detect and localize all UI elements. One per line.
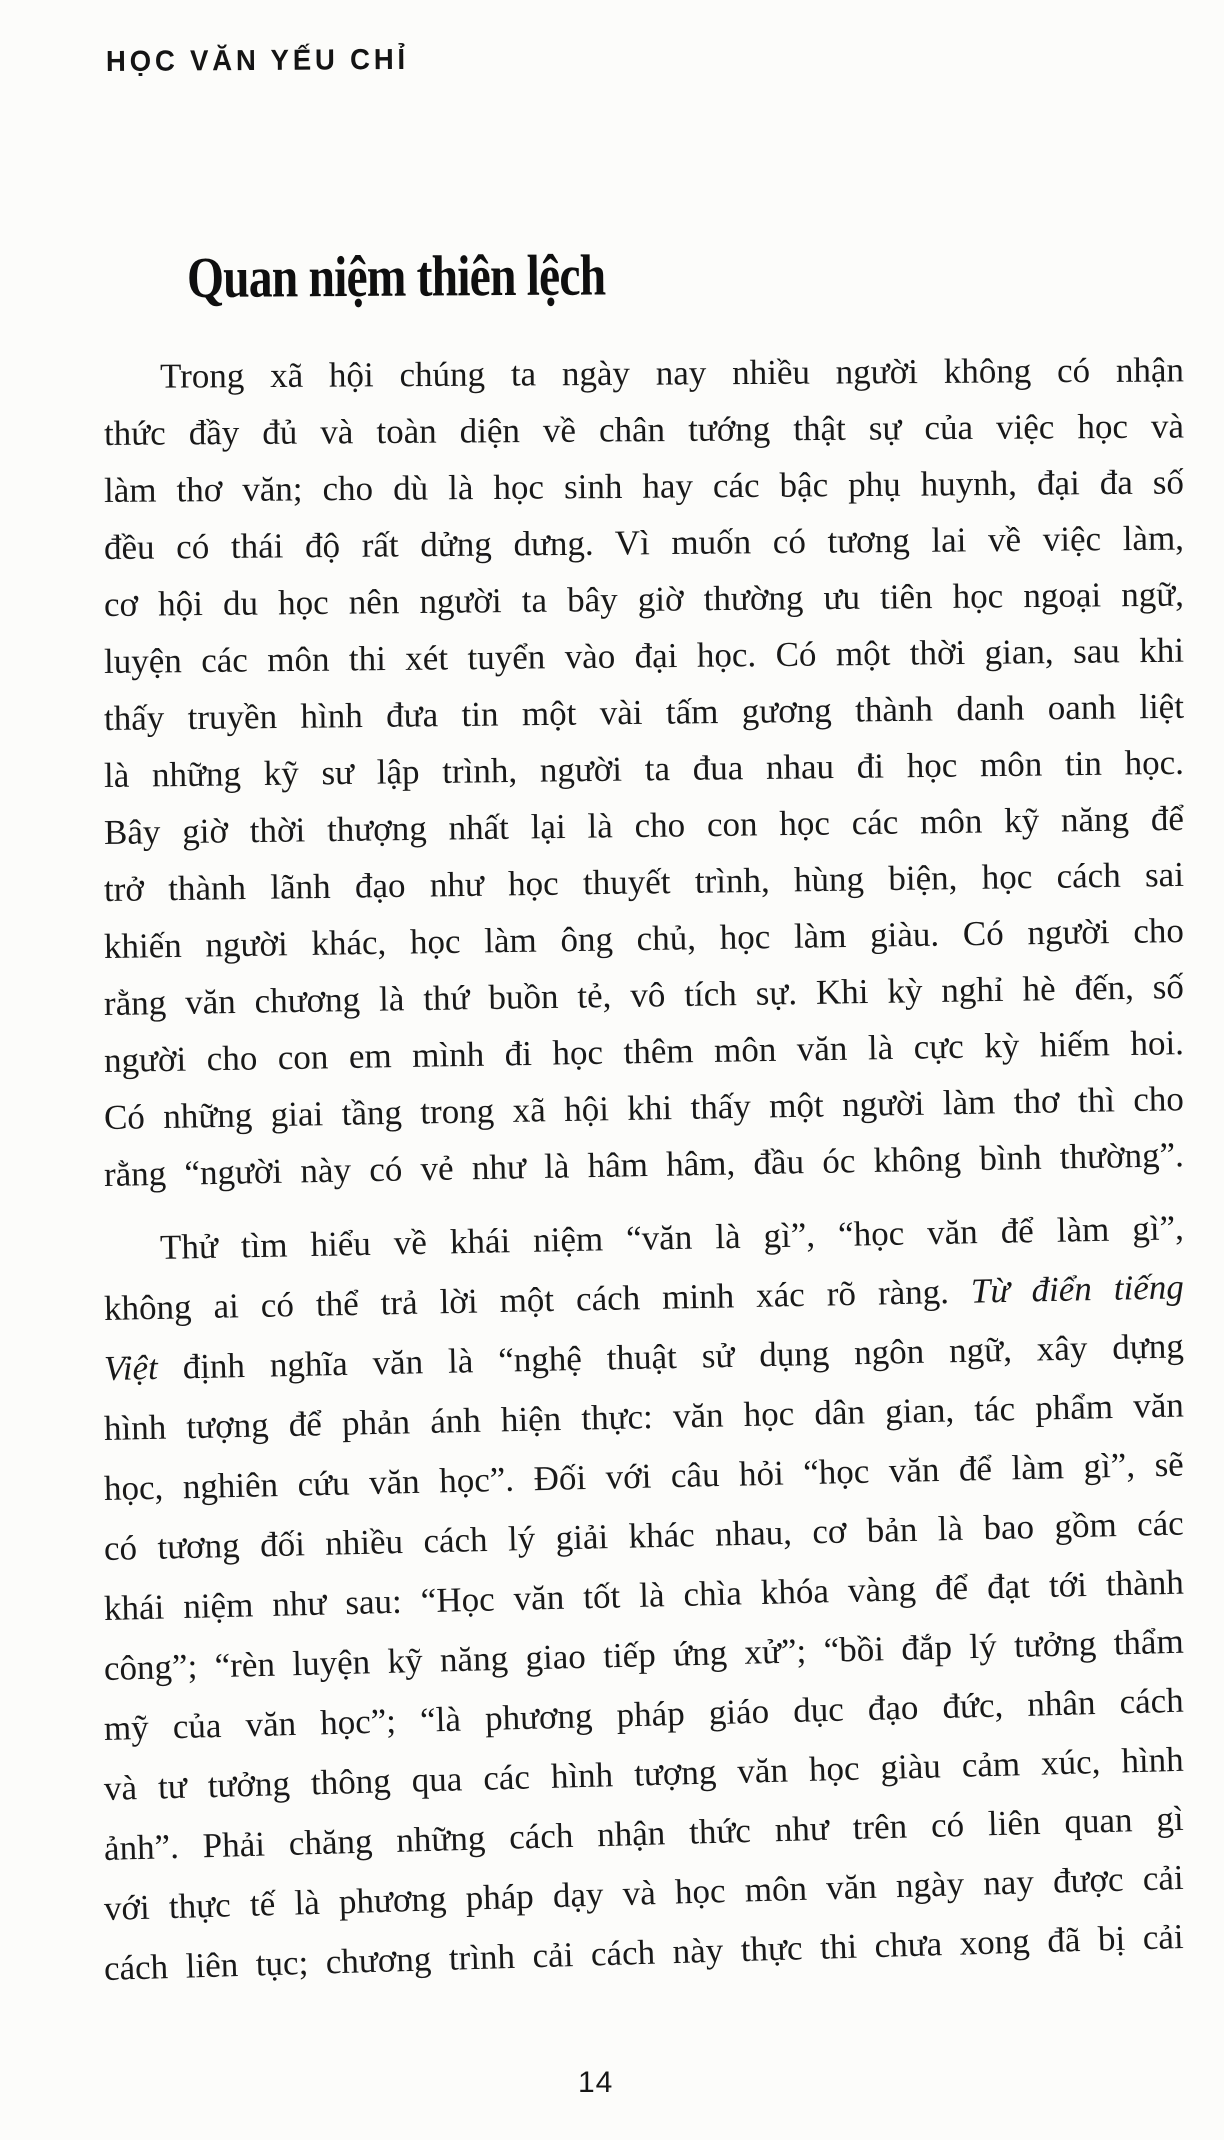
text-line: cơ hội du học nên người ta bây giờ thường ưu tiên học ngoại ngữ,	[103, 574, 1185, 624]
text-line: rằng “người này có vẻ như là hâm hâm, đầu óc không bình thường”.	[103, 1135, 1185, 1194]
running-header: HỌC VĂN YẾU CHỈ	[105, 43, 410, 78]
text-line: đều có thái độ rất dửng dưng. Vì muốn có tương lai về việc làm,	[103, 518, 1185, 567]
text-line: luyện các môn thi xét tuyển vào đại học. Có một thời gian, sau khi	[103, 630, 1185, 681]
text-line: thấy truyền hình đưa tin một vài tấm gương thành danh oanh liệt	[103, 686, 1185, 738]
body-text	[104, 348, 1184, 1999]
text-line: Thử tìm hiểu về khái niệm “văn là gì”, “học văn để làm gì”,	[159, 1208, 1185, 1267]
text-line: học, nghiên cứu văn học”. Đối với câu hỏi “học văn để làm gì”, sẽ	[103, 1444, 1185, 1508]
chapter-title: Quan niệm thiên lệch	[186, 242, 606, 310]
text-line: khiến người khác, học làm ông chủ, học làm giàu. Có người cho	[103, 910, 1185, 966]
text-line: ảnh”. Phải chăng những cách nhận thức như trên có liên quan gì	[103, 1798, 1185, 1868]
text-line: Có những giai tầng trong xã hội khi thấy một người làm thơ thì cho	[103, 1079, 1185, 1137]
text-line: là những kỹ sư lập trình, người ta đua nhau đi học môn tin học.	[103, 742, 1185, 795]
text-line: trở thành lãnh đạo như học thuyết trình, hùng biện, học cách sai	[103, 854, 1185, 909]
text-line: với thực tế là phương pháp dạy và học môn văn ngày nay được cải	[103, 1857, 1185, 1928]
page-number: 14	[578, 2066, 614, 2099]
text-line: hình tượng để phản ánh hiện thực: văn học dân gian, tác phẩm văn	[103, 1385, 1185, 1448]
text-line: người cho con em mình đi học thêm môn văn là cực kỳ hiếm hoi.	[103, 1023, 1185, 1080]
text-line: Bây giờ thời thượng nhất lại là cho con học các môn kỹ năng để	[103, 798, 1185, 852]
text-line: Việt định nghĩa văn là “nghệ thuật sử dụng ngôn ngữ, xây dựng	[103, 1326, 1185, 1388]
text-line: và tư tưởng thông qua các hình tượng văn học giàu cảm xúc, hình	[103, 1739, 1185, 1808]
text-line: không ai có thể trả lời một cách minh xác rõ ràng. Từ điển tiếng	[103, 1267, 1185, 1328]
text-line: rằng văn chương là thứ buồn tẻ, vô tích sự. Khi kỳ nghỉ hè đến, số	[103, 967, 1185, 1023]
text-line: thức đầy đủ và toàn diện về chân tướng thật sự của việc học và	[103, 406, 1185, 453]
text-line: làm thơ văn; cho dù là học sinh hay các bậc phụ huynh, đại đa số	[103, 462, 1185, 510]
text-line: Trong xã hội chúng ta ngày nay nhiều người không có nhận	[159, 350, 1185, 396]
paragraph	[104, 348, 1184, 1203]
paragraph	[103, 1208, 1185, 1999]
text-line: có tương đối nhiều cách lý giải khác nhau, cơ bản là bao gồm các	[103, 1503, 1185, 1568]
text-line: khái niệm như sau: “Học văn tốt là chìa khóa vàng để đạt tới thành	[103, 1562, 1185, 1628]
text-line: cách liên tục; chương trình cải cách này thực thi chưa xong đã bị cải	[103, 1916, 1185, 1988]
text-line: công”; “rèn luyện kỹ năng giao tiếp ứng xử”; “bồi đắp lý tưởng thẩm	[103, 1621, 1185, 1688]
text-line: mỹ của văn học”; “là phương pháp giáo dục đạo đức, nhân cách	[103, 1680, 1185, 1748]
